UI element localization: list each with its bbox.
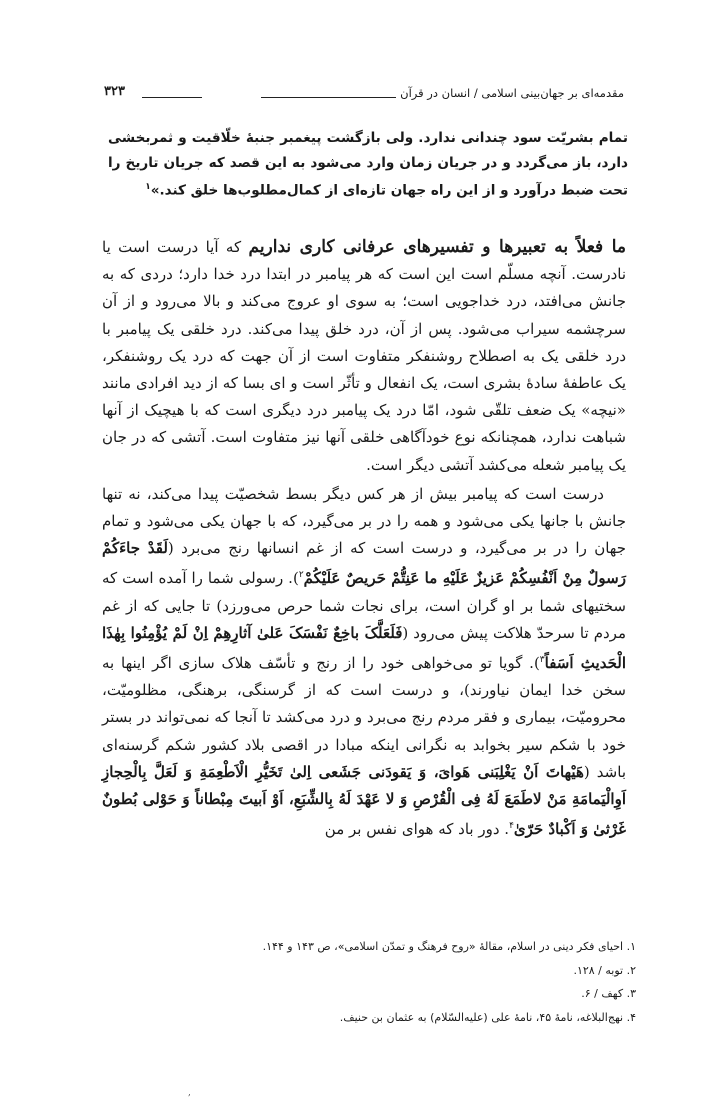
quran-verse-2: فَلَعَلَّکَ باخِعٌ نَفْسَکَ عَلیٰ آثارِهِمْ اِنْ لَمْ یُؤْمِنُوا بِهٰذَا الْحَدیثِ اَسَفاً [102,623,626,673]
paragraph-1 [102,234,626,479]
footnote-ref-3: ۳ [539,655,545,666]
footnote-ref-2: ۲ [298,570,304,581]
header-rule-short [142,97,202,98]
quran-verse-1: لَقَدْ جاءَکُمْ رَسولٌ مِنْ اَنْفُسِکُمْ عَزیزٌ عَلَیْهِ ما عَنِتُّمْ حَریصٌ عَلَیْکُمْ [102,539,626,588]
footnote-4: ۴. نهج‌البلاغه، نامهٔ ۴۵، نامهٔ علی (علیه‌السّلام) به عثمان بن حنیف. [339,1010,636,1024]
paragraph-1-lead: ما فعلاً به تعبیرها و تفسیرهای عرفانی کاری نداریم [248,237,626,257]
page-number: ۳۲۳ [104,84,125,99]
paragraph-2-text-3: ). گویا تو می‌خواهی خود را از رنج و تأسّف هلاک سازی اگر اینها به سخن خدا ایمان نیاورند)، و درست است که از گرسنگی، برهنگی، مظلومیّت، محرومیّت، بیماری و فقر مردم رنج می‌برد و درد می‌کشد تا آنجا که نمی‌تواند در بستر خود با شکم سیر بخوابد به نگرانی اینکه مبادا در اقصی بلاد کشور شکم گرسنه‌ای باشد ( [102,654,626,781]
header-title: مقدمه‌ای بر جهان‌بینی اسلامی / انسان در قرآن [400,86,624,100]
paragraph-2-text-2: ). رسولی شما را آمده است که سختیهای شما بر او گران است، برای نجات شما حرص می‌ورزد) تا جایی که از غم مردم تا سرحدّ هلاکت پیش می‌رود ( [102,569,626,642]
paragraph-1-text: که آیا درست است یا نادرست. آنچه مسلّم است این است که هر پیامبر در ابتدا درد خدا دارد؛ دردی که به جانش می‌افتد، درد خداجویی است؛ به سوی او عروج می‌کند و بالا می‌رود و از آن سرچشمه سیراب می‌شود. پس از آن، درد خلق پیدا می‌کند. درد خلقی یک پیامبر با درد خلقی یک به اصطلاح روشنفکر متفاوت است از آن جهت که درد یک روشنفکر، یک عاطفهٔ سادهٔ بشری است، یک انفعال و تأثّر است و ای بسا که از دید افرادی مانند «نیچه» یک ضعف تلقّی شود، امّا درد یک پیامبر درد دیگری است که با هیچیک از آنها شباهت ندارد، همچنانکه نوع خودآگاهی خلقی آنها نیز متفاوت است. آتشی که در جان یک پیامبر شعله می‌کشد آتشی دیگر است. [102,238,626,474]
footnote-3: ۳. کهف / ۶. [581,987,636,1000]
stray-mark: , [188,1088,191,1098]
footnotes [180,935,636,1029]
footnote-ref-4: ۴ [509,821,514,832]
footnote-2: ۲. توبه / ۱۲۸. [573,963,636,977]
running-header [104,84,624,106]
quoted-passage [108,126,628,203]
paragraph-2 [102,481,626,844]
paragraph-2-text-1: درست است که پیامبر بیش از هر کس دیگر بسط شخصیّت پیدا می‌کند، نه تنها جانش با جانها یکی می‌شود و همه را در بر می‌گیرد، که با جهان یکی می‌شود و تمام جهان را در بر می‌گیرد، و درست است که از غم انسانها رنج می‌برد ( [102,484,626,558]
header-rule [261,97,396,98]
nahj-quote: هَیْهاتَ اَنْ یَغْلِبَنی هَوایَ، وَ یَقودَنی جَشَعی اِلیٰ تَخَیُّرِ الْاَطْعِمَةِ وَ لَعَلَّ بِالْحِجازِ اَوِالْیَمامَةِ مَنْ لاطَمَعَ لَهُ فِی الْقُرْصِ وَ لا عَهْدَ لَهُ بِالشِّبَعِ، اَوْ اَبیتَ مِبْطاناً وَ حَوْلی بُطونٌ غَرْثیٰ وَ اَکْبادٌ حَرّیٰ [102,762,626,839]
footnote-1: ۱. احیای فکر دینی در اسلام، مقالهٔ «روح فرهنگ و تمدّن اسلامی»، ص ۱۴۳ و ۱۴۴. [262,940,636,953]
quote-text: تمام بشریّت سود چندانی ندارد. ولی بازگشت پیغمبر جنبهٔ خلّاقیت و ثمربخشی دارد، باز می‌گردد و در جریان زمان وارد می‌شود به این قصد که جریان تاریخ را تحت ضبط درآورد و از این راه جهان تازه‌ای از کمال‌مطلوب‌ها خلق کند.» [108,130,628,199]
quote-footnote-ref: ۱ [145,182,151,192]
main-text [102,234,626,843]
paragraph-2-text-4: . دور باد که هوای نفس بر من [324,820,510,839]
